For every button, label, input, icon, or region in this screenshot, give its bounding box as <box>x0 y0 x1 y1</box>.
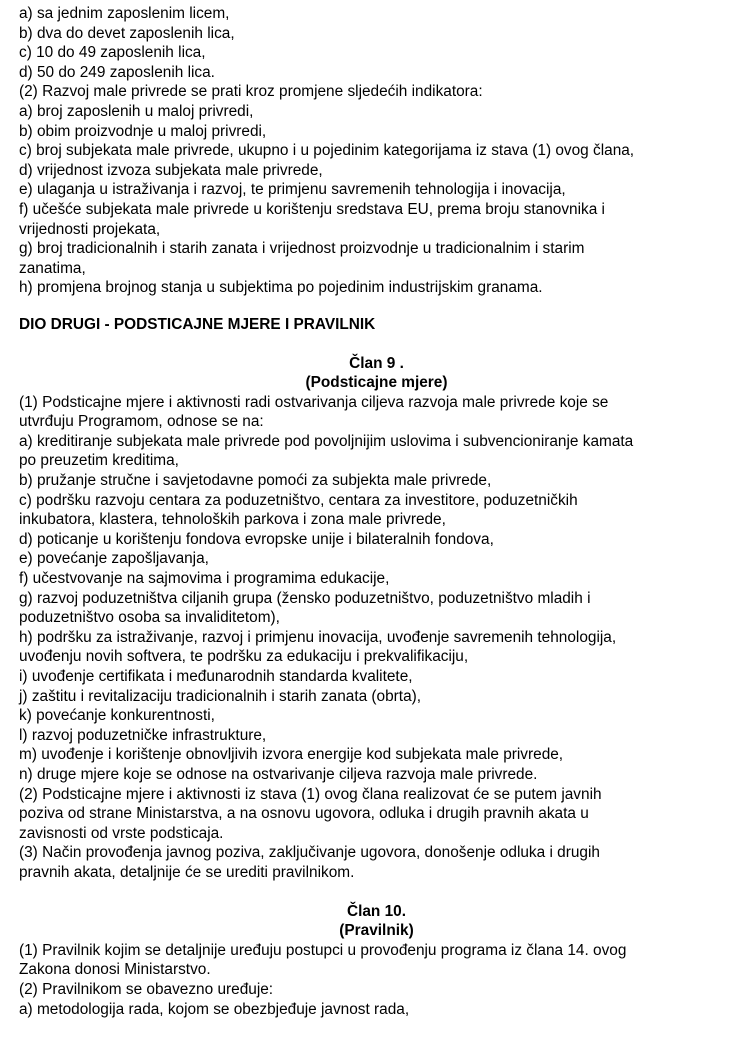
list-item: g) broj tradicionalnih i starih zanata i vrijednost proizvodnje u tradicionalnim i starim <box>19 240 585 258</box>
paragraph: utvrđuju Programom, odnose se na: <box>19 413 264 431</box>
list-item-continuation: inkubatora, klastera, tehnoloških parkova i zona male privrede, <box>19 511 446 529</box>
article-number: Član 10. <box>346 902 407 920</box>
list-item: h) podršku za istraživanje, razvoj i primjenu inovacija, uvođenje savremenih tehnologija, <box>19 628 617 646</box>
list-item-continuation: po preuzetim kreditima, <box>19 452 179 470</box>
list-item: b) dva do devet zaposlenih lica, <box>19 24 235 42</box>
list-item: a) broj zaposlenih u maloj privredi, <box>19 102 254 120</box>
list-item: f) učestvovanje na sajmovima i programima edukacije, <box>19 570 390 588</box>
paragraph: (2) Razvoj male privrede se prati kroz promjene sljedećih indikatora: <box>19 83 483 101</box>
article-9 <box>19 354 734 883</box>
paragraph: (1) Pravilnik kojim se detaljnije uređuju postupci u provođenju programa iz člana 14. ovog <box>19 941 627 959</box>
list-item-continuation: poduzetništvo osoba sa invaliditetom), <box>19 609 280 627</box>
list-item: i) uvođenje certifikata i međunarodnih standarda kvalitete, <box>19 668 413 685</box>
document-page <box>19 4 734 1019</box>
article-10 <box>19 902 734 1020</box>
list-item: a) kreditiranje subjekata male privrede pod povoljnijim uslovima i subvencioniranje kamata <box>19 432 634 450</box>
list-item-continuation: vrijednosti projekata, <box>19 220 161 238</box>
list-item: m) uvođenje i korištenje obnovljivih izvora energije kod subjekata male privrede, <box>19 746 564 764</box>
list-item: c) 10 do 49 zaposlenih lica, <box>19 44 206 62</box>
list-item: g) razvoj poduzetništva ciljanih grupa (žensko poduzetništvo, poduzetništvo mladih i <box>19 589 591 607</box>
article-title: (Podsticajne mjere) <box>305 374 448 392</box>
list-item: d) vrijednost izvoza subjekata male privrede, <box>19 161 323 179</box>
paragraph: (2) Podsticajne mjere i aktivnosti iz stava (1) ovog člana realizovat će se putem javnih <box>19 785 602 803</box>
list-item: b) obim proizvodnje u maloj privredi, <box>19 122 267 140</box>
part-heading: DIO DRUGI - PODSTICAJNE MJERE I PRAVILNIK <box>19 315 376 333</box>
article-number: Član 9 . <box>349 354 404 372</box>
list-item-continuation: zanatima, <box>19 259 86 277</box>
list-item: c) broj subjekata male privrede, ukupno i u pojedinim kategorijama iz stava (1) ovog člana, <box>19 142 635 160</box>
list-item: c) podršku razvoju centara za poduzetništvo, centara za investitore, poduzetničkih <box>19 491 578 509</box>
list-item: f) učešće subjekata male privrede u korištenju sredstava EU, prema broju stanovnika i <box>19 200 605 218</box>
top-list <box>19 4 734 298</box>
list-item: d) 50 do 249 zaposlenih lica. <box>19 63 215 81</box>
paragraph: (1) Podsticajne mjere i aktivnosti radi ostvarivanja ciljeva razvoja male privrede koje se <box>19 393 609 411</box>
list-item-continuation: uvođenju novih softvera, te podršku za edukaciju i prekvalifikaciju, <box>19 648 469 666</box>
list-item: e) povećanje zapošljavanja, <box>19 550 209 568</box>
list-item: j) zaštitu i revitalizaciju tradicionalnih i starih zanata (obrta), <box>19 687 422 705</box>
article-title: (Pravilnik) <box>339 922 414 940</box>
paragraph: Zakona donosi Ministarstvo. <box>19 961 211 979</box>
paragraph: (2) Pravilnikom se obavezno uređuje: <box>19 980 274 998</box>
list-item: k) povećanje konkurentnosti, <box>19 707 215 725</box>
list-item: a) sa jednim zaposlenim licem, <box>19 5 230 22</box>
list-item: a) metodologija rada, kojom se obezbjeđuje javnost rada, <box>19 1000 410 1018</box>
paragraph: (3) Način provođenja javnog poziva, zaključivanje ugovora, donošenje odluka i drugih <box>19 844 600 862</box>
list-item: h) promjena brojnog stanja u subjektima po pojedinim industrijskim granama. <box>19 279 543 297</box>
list-item: b) pružanje stručne i savjetodavne pomoći za subjekta male privrede, <box>19 472 492 490</box>
article-spacer <box>19 883 734 902</box>
paragraph: pravnih akata, detaljnije će se urediti pravilnikom. <box>19 863 355 881</box>
paragraph: poziva od strane Ministarstva, a na osnovu ugovora, odluka i drugih pravnih akata u <box>19 805 589 823</box>
paragraph: zavisnosti od vrste podsticaja. <box>19 824 224 842</box>
list-item: e) ulaganja u istraživanja i razvoj, te primjenu savremenih tehnologija i inovacija, <box>19 181 566 199</box>
list-item: n) druge mjere koje se odnose na ostvarivanje ciljeva razvoja male privrede. <box>19 765 538 783</box>
list-item: d) poticanje u korištenju fondova evropske unije i bilateralnih fondova, <box>19 530 494 548</box>
list-item: l) razvoj poduzetničke infrastrukture, <box>19 726 267 744</box>
